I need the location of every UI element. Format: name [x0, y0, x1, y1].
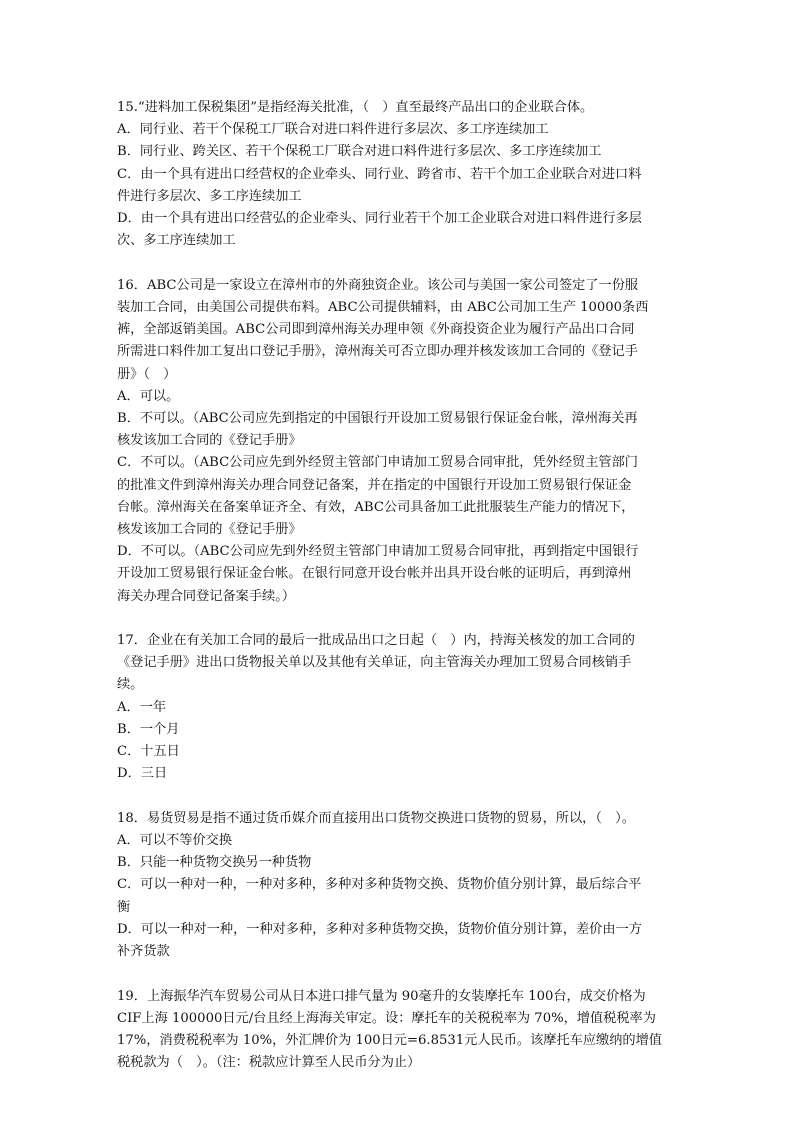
question-text-line: 裤，全部返销美国。ABC公司即到漳州海关办理申领《外商投资企业为履行产品出口合同	[117, 322, 635, 338]
question-text-line: B．同行业、跨关区、若干个保税工厂联合对进口料件进行多层次、多工序连续加工	[117, 144, 602, 160]
question-text-line: D．不可以。（ABC公司应先到外经贸主管部门申请加工贸易合同审批，再到指定中国银行	[117, 544, 639, 560]
question-text-line: 续。	[117, 677, 144, 693]
question-text-line: A．可以。	[117, 388, 180, 404]
question-text-line: C．不可以。（ABC公司应先到外经贸主管部门申请加工贸易合同审批，凭外经贸主管部门	[117, 455, 638, 471]
question-stem-line: 19．上海振华汽车贸易公司从日本进口排气量为 90毫升的女装摩托车 100台，成交价格为	[117, 988, 646, 1004]
question-text-line: 17%，消费税税率为 10%，外汇牌价为 100日元=6.8531元人民币。该摩托车应缴纳的增值	[117, 1032, 662, 1048]
question-text-line: C．由一个具有进出口经营权的企业牵头、同行业、跨省市、若干个加工企业联合对进口料	[117, 166, 642, 182]
question-text-line: A．可以不等价交换	[117, 832, 233, 848]
question-spacer	[117, 963, 683, 985]
question-text-line: A．同行业、若干个保税工厂联合对进口料件进行多层次、多工序连续加工	[117, 122, 549, 138]
question-text-line: 衡	[117, 899, 131, 915]
question-text-line: 开设加工贸易银行保证金台帐。在银行同意开设台帐并出具开设台帐的证明后，再到漳州	[117, 566, 632, 582]
question-text-line: 核发该加工合同的《登记手册》	[117, 521, 302, 537]
question-spacer	[117, 608, 683, 630]
question-spacer	[117, 785, 683, 807]
question-spacer	[117, 252, 683, 274]
question-text-line: A．一年	[117, 699, 167, 715]
question-stem-line: 16．ABC公司是一家设立在漳州市的外商独资企业。该公司与美国一家公司签定了一份服	[117, 277, 639, 293]
question-18	[117, 808, 683, 963]
question-16	[117, 275, 683, 608]
question-15	[117, 97, 683, 252]
question-text-line: 册》（ ）	[117, 366, 177, 382]
question-text-line: 所需进口料件加工复出口登记手册》，漳州海关可否立即办理并核发该加工合同的《登记手	[117, 344, 638, 360]
question-stem-line: 15.“进料加工保税集团”是指经海关批准，（ ）直至最终产品出口的企业联合体。	[117, 100, 594, 115]
question-17	[117, 630, 683, 785]
question-text-line: 补齐货款	[117, 944, 170, 959]
question-text-line: B．只能一种货物交换另一种货物	[117, 855, 312, 871]
question-text-line: D．由一个具有进出口经营弘的企业牵头、同行业若干个加工企业联合对进口料件进行多层	[117, 211, 642, 227]
question-text-line: D．三日	[117, 766, 168, 782]
question-text-line: 的批准文件到漳州海关办理合同登记备案，并在指定的中国银行开设加工贸易银行保证金	[117, 477, 632, 493]
question-text-line: CIF上海 100000日元/台且经上海海关审定。设：摩托车的关税税率为 70%，增值税税率为	[117, 1010, 656, 1026]
question-text-line: B．不可以。（ABC公司应先到指定的中国银行开设加工贸易银行保证金台帐，漳州海关再	[117, 410, 638, 426]
question-19	[117, 986, 683, 1075]
question-text-line: 核发该加工合同的《登记手册》	[117, 433, 302, 449]
question-stem-line: 18．易货贸易是指不通过货币媒介而直接用出口货物交换进口货物的贸易，所以，（ ）。	[117, 810, 635, 826]
question-text-line: 海关办理合同登记备案手续。）	[117, 588, 296, 604]
question-text-line: 件进行多层次、多工序连续加工	[117, 188, 302, 204]
question-text-line: C．可以一种对一种，一种对多种，多种对多种货物交换、货物价值分别计算，最后综合平	[117, 877, 642, 893]
question-text-line: 装加工合同，由美国公司提供布料。ABC公司提供辅料，由 ABC公司加工生产 10000条西	[117, 299, 649, 315]
question-text-line: C．十五日	[117, 744, 180, 760]
question-text-line: D．可以一种对一种，一种对多种，多种对多种货物交换，货物价值分别计算，差价由一方	[117, 921, 642, 937]
question-text-line: 税税款为（ ）。（注：税款应计算至人民币分为止）	[117, 1055, 421, 1071]
question-text-line: 台帐。漳州海关在备案单证齐全、有效，ABC公司具备加工此批服装生产能力的情况下，	[117, 499, 635, 515]
question-text-line: 《登记手册》进出口货物报关单以及其他有关单证，向主管海关办理加工贸易合同核销手	[117, 655, 632, 671]
question-stem-line: 17．企业在有关加工合同的最后一批成品出口之日起（ ）内，持海关核发的加工合同的	[117, 633, 635, 649]
question-list	[117, 97, 683, 1074]
question-text-line: B．一个月	[117, 721, 180, 737]
question-text-line: 次、多工序连续加工	[117, 233, 236, 249]
